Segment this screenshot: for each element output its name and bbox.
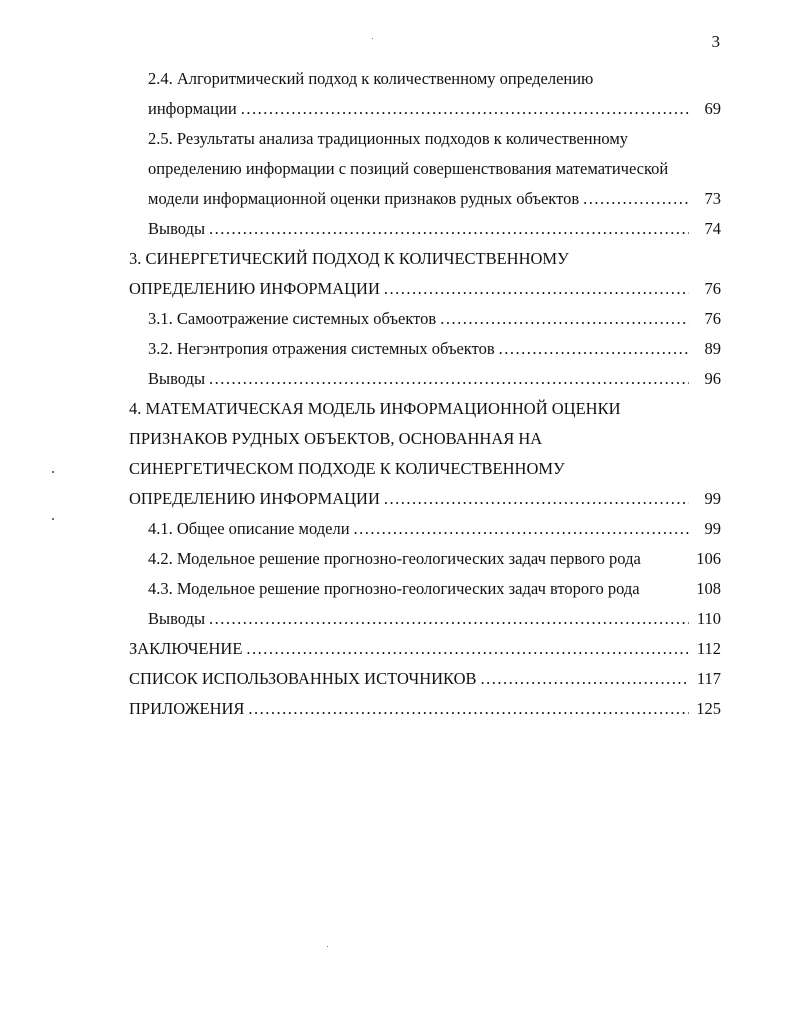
table-of-contents xyxy=(0,64,793,724)
toc-line xyxy=(0,154,793,184)
toc-leader xyxy=(148,94,693,124)
toc-line xyxy=(0,694,793,724)
toc-page-number[interactable]: 112 xyxy=(696,639,721,658)
scan-speck xyxy=(327,946,328,947)
toc-line xyxy=(0,64,793,94)
toc-page-number[interactable]: 76 xyxy=(704,309,721,328)
toc-line xyxy=(0,484,793,514)
toc-page-number[interactable]: 99 xyxy=(704,519,721,538)
toc-line xyxy=(0,94,793,124)
dot-leader xyxy=(241,94,689,124)
toc-leader xyxy=(148,604,693,634)
dot-leader xyxy=(384,274,689,304)
toc-leader xyxy=(129,484,693,514)
toc-line xyxy=(0,364,793,394)
toc-page-number[interactable]: 96 xyxy=(704,369,721,388)
toc-entry-title[interactable]: Выводы xyxy=(148,609,206,628)
toc-line xyxy=(0,214,793,244)
toc-entry-title[interactable]: ЗАКЛЮЧЕНИЕ xyxy=(129,639,243,658)
dot-leader xyxy=(246,634,689,664)
toc-entry-title[interactable]: Выводы xyxy=(148,219,206,238)
toc-line xyxy=(0,274,793,304)
toc-line xyxy=(0,394,793,424)
toc-leader xyxy=(148,574,693,604)
dot-leader xyxy=(209,604,689,634)
dot-leader xyxy=(481,664,689,694)
dot-leader xyxy=(209,214,689,244)
toc-line xyxy=(0,454,793,484)
toc-line xyxy=(0,424,793,454)
toc-line xyxy=(0,334,793,364)
toc-entry-title[interactable]: 4.1. Общее описание модели xyxy=(148,519,350,538)
toc-leader xyxy=(148,364,693,394)
toc-page-number[interactable]: 99 xyxy=(704,489,721,508)
toc-line xyxy=(0,634,793,664)
toc-line xyxy=(0,544,793,574)
toc-entry-title[interactable]: ПРИЛОЖЕНИЯ xyxy=(129,699,245,718)
toc-line xyxy=(0,304,793,334)
toc-leader xyxy=(129,274,693,304)
toc-entry-title[interactable]: информации xyxy=(148,99,237,118)
toc-entry-title[interactable]: 3. СИНЕРГЕТИЧЕСКИЙ ПОДХОД К КОЛИЧЕСТВЕННОМУ xyxy=(129,249,569,268)
toc-line xyxy=(0,664,793,694)
dot-leader xyxy=(354,514,689,544)
toc-page-number[interactable]: 117 xyxy=(696,669,721,688)
toc-entry-title[interactable]: 4.3. Модельное решение прогнозно-геологических задач второго рода xyxy=(148,579,640,598)
toc-entry-title[interactable]: ПРИЗНАКОВ РУДНЫХ ОБЪЕКТОВ, ОСНОВАННАЯ НА xyxy=(129,429,543,448)
toc-leader xyxy=(148,304,693,334)
toc-entry-title[interactable]: 4.2. Модельное решение прогнозно-геологических задач первого рода xyxy=(148,549,641,568)
toc-leader xyxy=(129,694,693,724)
toc-entry-title[interactable]: 2.5. Результаты анализа традиционных подходов к количественному xyxy=(148,129,629,148)
toc-page-number[interactable]: 69 xyxy=(704,99,721,118)
dot-leader xyxy=(209,364,689,394)
toc-entry-title[interactable]: 2.4. Алгоритмический подход к количественному определению xyxy=(148,69,594,88)
toc-entry-title[interactable]: Выводы xyxy=(148,369,206,388)
toc-page-number[interactable]: 108 xyxy=(696,579,721,598)
dot-leader xyxy=(440,304,689,334)
toc-page-number[interactable]: 125 xyxy=(696,699,721,718)
toc-leader xyxy=(148,544,693,574)
page-number: 3 xyxy=(711,32,720,51)
toc-leader xyxy=(148,334,693,364)
toc-entry-title[interactable]: 4. МАТЕМАТИЧЕСКАЯ МОДЕЛЬ ИНФОРМАЦИОННОЙ ОЦЕНКИ xyxy=(129,399,621,418)
toc-page-number[interactable]: 76 xyxy=(704,279,721,298)
toc-entry-title[interactable]: ОПРЕДЕЛЕНИЮ ИНФОРМАЦИИ xyxy=(129,279,380,298)
dot-leader xyxy=(499,334,689,364)
toc-entry-title[interactable]: ОПРЕДЕЛЕНИЮ ИНФОРМАЦИИ xyxy=(129,489,380,508)
dot-leader xyxy=(583,184,689,214)
toc-entry-title[interactable]: модели информационной оценки признаков рудных объектов xyxy=(148,189,580,208)
toc-leader xyxy=(129,634,693,664)
toc-page-number[interactable]: 110 xyxy=(696,609,721,628)
dot-leader xyxy=(384,484,689,514)
toc-line xyxy=(0,244,793,274)
toc-entry-title[interactable]: СИНЕРГЕТИЧЕСКОМ ПОДХОДЕ К КОЛИЧЕСТВЕННОМУ xyxy=(129,459,565,478)
toc-entry-title[interactable]: 3.1. Самоотражение системных объектов xyxy=(148,309,437,328)
scan-speck xyxy=(372,38,373,39)
toc-leader xyxy=(148,514,693,544)
dot-leader xyxy=(248,694,689,724)
toc-page-number[interactable]: 73 xyxy=(704,189,721,208)
toc-line xyxy=(0,574,793,604)
toc-line xyxy=(0,604,793,634)
toc-leader xyxy=(148,184,693,214)
toc-line xyxy=(0,184,793,214)
toc-entry-title[interactable]: определению информации с позиций совершенствования математической xyxy=(148,159,669,178)
toc-page-number[interactable]: 74 xyxy=(704,219,721,238)
toc-page-number[interactable]: 89 xyxy=(704,339,721,358)
toc-leader xyxy=(129,664,693,694)
toc-entry-title[interactable]: 3.2. Негэнтропия отражения системных объектов xyxy=(148,339,495,358)
toc-leader xyxy=(148,214,693,244)
scan-speck xyxy=(52,518,54,520)
toc-page-number[interactable]: 106 xyxy=(696,549,721,568)
toc-entry-title[interactable]: СПИСОК ИСПОЛЬЗОВАННЫХ ИСТОЧНИКОВ xyxy=(129,669,477,688)
toc-line xyxy=(0,124,793,154)
toc-line xyxy=(0,514,793,544)
scan-speck xyxy=(52,471,54,473)
